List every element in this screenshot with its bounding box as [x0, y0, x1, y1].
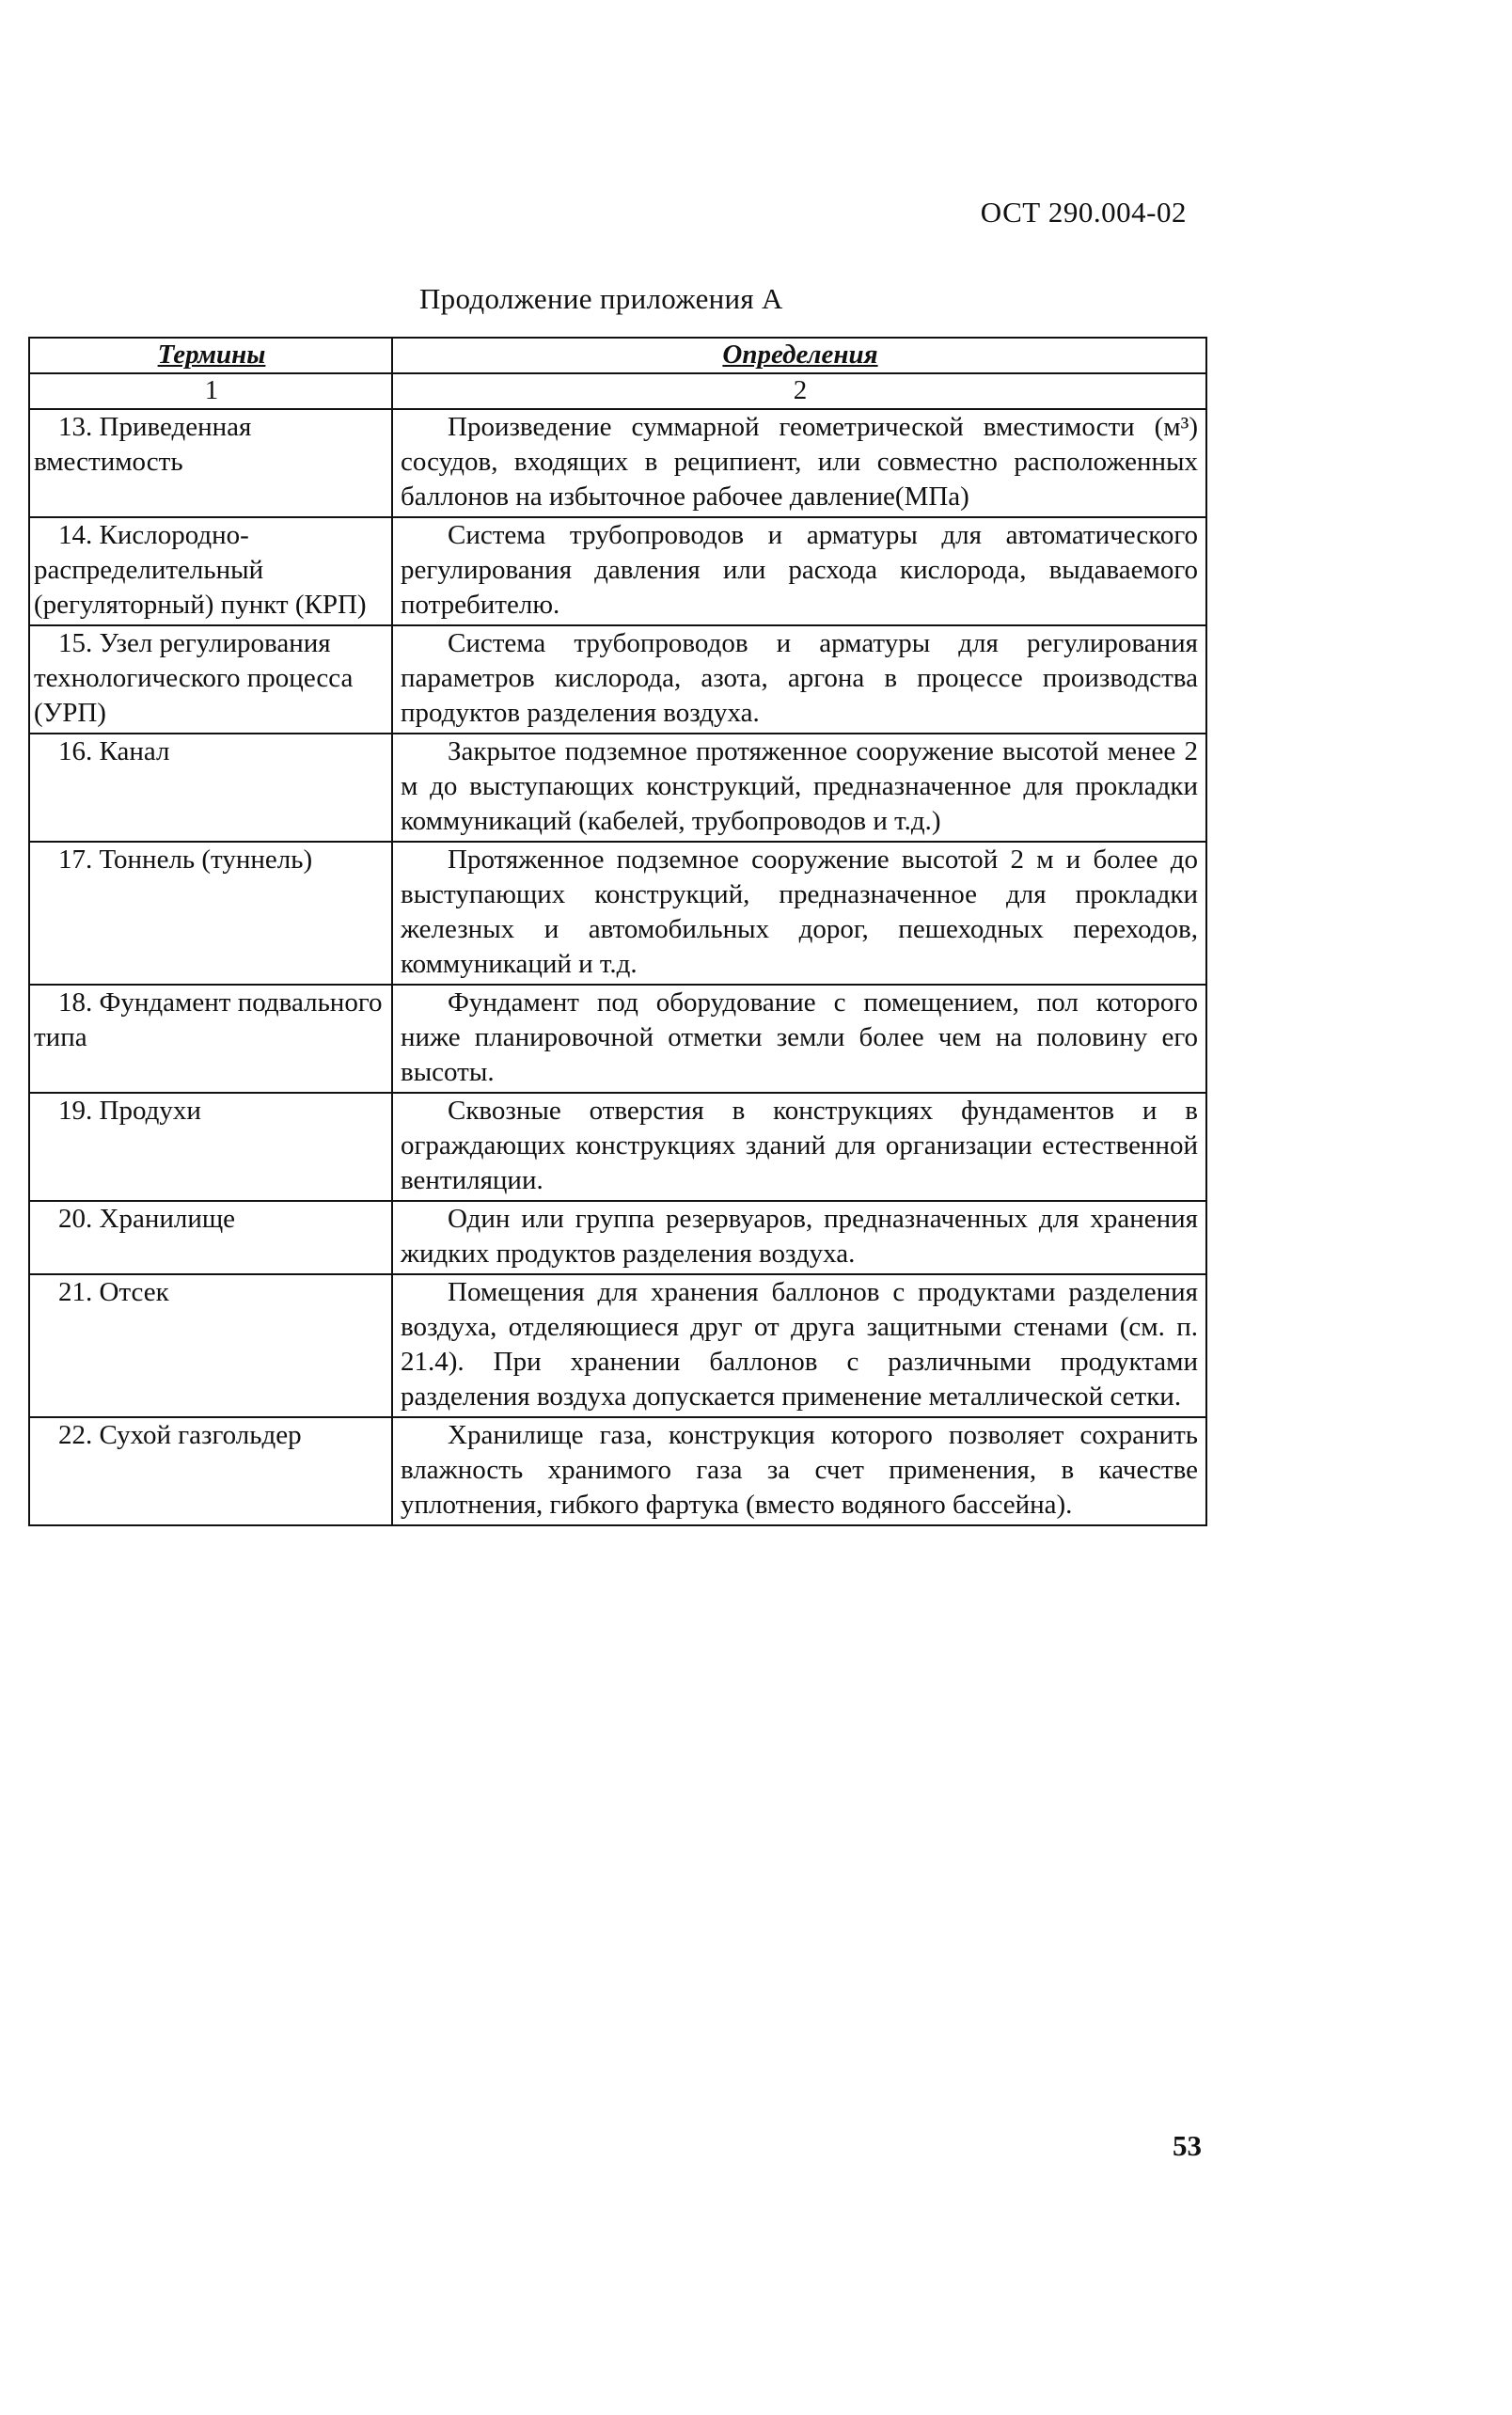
table-row — [29, 734, 1206, 842]
term-cell: 22. Сухой газгольдер — [29, 1417, 392, 1525]
definition-cell: Протяженное подземное сооружение высотой 2 м и более до выступающих конструкций, предназначенное для прокладки железных и автомобильных дорог, пешеходных переходов, коммуникаций и т.д. — [392, 842, 1206, 985]
column-header-terms: Термины — [29, 338, 392, 373]
table-row — [29, 409, 1206, 517]
appendix-caption: Продолжение приложения А — [419, 282, 783, 315]
document-code: ОСТ 290.004-02 — [980, 196, 1187, 229]
definition-cell: Хранилище газа, конструкция которого позволяет сохранить влажность хранимого газа за счет применения, в качестве уплотнения, гибкого фартука (вместо водяного бассейна). — [392, 1417, 1206, 1525]
term-cell: 21. Отсек — [29, 1274, 392, 1417]
table-row — [29, 985, 1206, 1093]
definition-cell: Произведение суммарной геометрической вместимости (м³) сосудов, входящих в реципиент, или совместно расположенных баллонов на избыточное рабочее давление(МПа) — [392, 409, 1206, 517]
term-cell: 20. Хранилище — [29, 1201, 392, 1274]
term-cell: 14. Кислородно-распределительный (регуляторный) пункт (КРП) — [29, 517, 392, 625]
table-row — [29, 625, 1206, 734]
term-cell: 17. Тоннель (туннель) — [29, 842, 392, 985]
term-cell: 18. Фундамент подвального типа — [29, 985, 392, 1093]
definition-cell: Система трубопроводов и арматуры для автоматического регулирования давления или расхода кислорода, выдаваемого потребителю. — [392, 517, 1206, 625]
definition-cell: Фундамент под оборудование с помещением, пол которого ниже планировочной отметки земли более чем на половину его высоты. — [392, 985, 1206, 1093]
column-number-2: 2 — [392, 373, 1206, 409]
table-row — [29, 842, 1206, 985]
table-row — [29, 1274, 1206, 1417]
definition-cell: Закрытое подземное протяженное сооружение высотой менее 2 м до выступающих конструкций, предназначенное для прокладки коммуникаций (кабелей, трубопроводов и т.д.) — [392, 734, 1206, 842]
definition-cell: Сквозные отверстия в конструкциях фундаментов и в ограждающих конструкциях зданий для организации естественной вентиляции. — [392, 1093, 1206, 1201]
table-row — [29, 1417, 1206, 1525]
definition-cell: Помещения для хранения баллонов с продуктами разделения воздуха, отделяющиеся друг от друга защитными стенами (см. п. 21.4). При хранении баллонов с различными продуктами разделения воздуха допускается применение металлической сетки. — [392, 1274, 1206, 1417]
table-row — [29, 1201, 1206, 1274]
page-number: 53 — [1173, 2129, 1202, 2162]
table-header-row — [29, 338, 1206, 373]
term-cell: 15. Узел регулирования технологического процесса (УРП) — [29, 625, 392, 734]
definition-cell: Один или группа резервуаров, предназначенных для хранения жидких продуктов разделения воздуха. — [392, 1201, 1206, 1274]
term-cell: 13. Приведенная вместимость — [29, 409, 392, 517]
table-row — [29, 517, 1206, 625]
column-number-row — [29, 373, 1206, 409]
term-cell: 19. Продухи — [29, 1093, 392, 1201]
terms-table — [28, 337, 1207, 1526]
column-number-1: 1 — [29, 373, 392, 409]
column-header-definitions: Определения — [392, 338, 1206, 373]
table-row — [29, 1093, 1206, 1201]
definition-cell: Система трубопроводов и арматуры для регулирования параметров кислорода, азота, аргона в процессе производства продуктов разделения воздуха. — [392, 625, 1206, 734]
term-cell: 16. Канал — [29, 734, 392, 842]
